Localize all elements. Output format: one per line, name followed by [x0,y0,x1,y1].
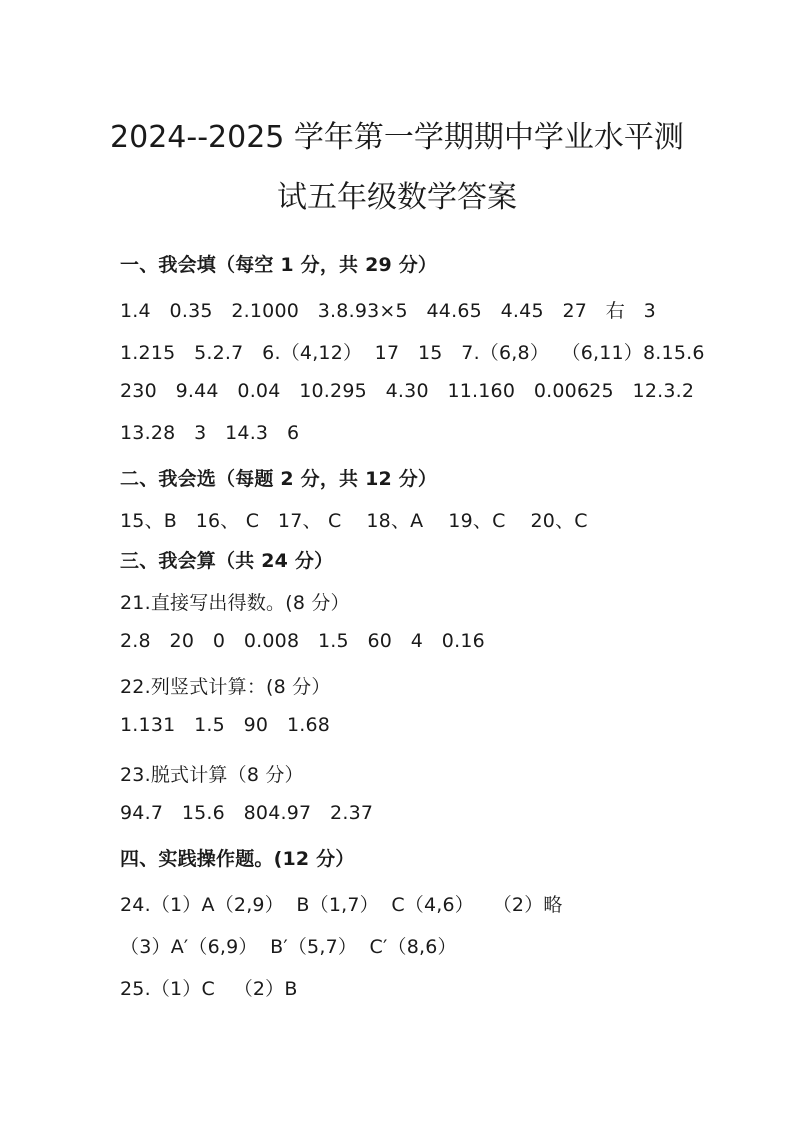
question-23-answers: 94.7 15.6 804.97 2.37 [120,802,374,824]
question-22-answers: 1.131 1.5 90 1.68 [120,714,331,736]
question-24-line-1: 24.（1）A（2,9） B（1,7） C（4,6） （2）略 [120,894,563,916]
section-4-heading: 四、实践操作题。(12 分） [120,848,355,870]
title-line-1: 2024--2025 学年第一学期期中学业水平测 [110,120,684,155]
question-21-label: 21.直接写出得数。(8 分） [120,592,350,614]
section-2-answer-line: 15、B 16、 C 17、 C 18、A 19、C 20、C [120,510,588,532]
question-24-line-2: （3）A′（6,9） B′（5,7） C′（8,6） [120,936,457,958]
section-1-answer-line: 230 9.44 0.04 10.295 4.30 11.160 0.00625 12.3.2 [120,380,695,402]
title-line-2: 试五年级数学答案 [277,180,517,215]
section-1-answer-line: 1.215 5.2.7 6.（4,12） 17 15 7.（6,8） （6,11）8.15.6 [120,342,705,364]
question-21-answers: 2.8 20 0 0.008 1.5 60 4 0.16 [120,630,485,652]
section-3-heading: 三、我会算（共 24 分） [120,550,334,572]
section-2-heading: 二、我会选（每题 2 分，共 12 分） [120,468,438,490]
section-1-heading: 一、我会填（每空 1 分，共 29 分） [120,254,438,276]
section-1-answer-line: 1.4 0.35 2.1000 3.8.93×5 44.65 4.45 27 右 3 [120,300,656,322]
question-22-label: 22.列竖式计算：(8 分） [120,676,331,698]
section-1-answer-line: 13.28 3 14.3 6 [120,422,300,444]
question-25-line: 25.（1）C （2）B [120,978,298,1000]
question-23-label: 23.脱式计算（8 分） [120,764,304,786]
